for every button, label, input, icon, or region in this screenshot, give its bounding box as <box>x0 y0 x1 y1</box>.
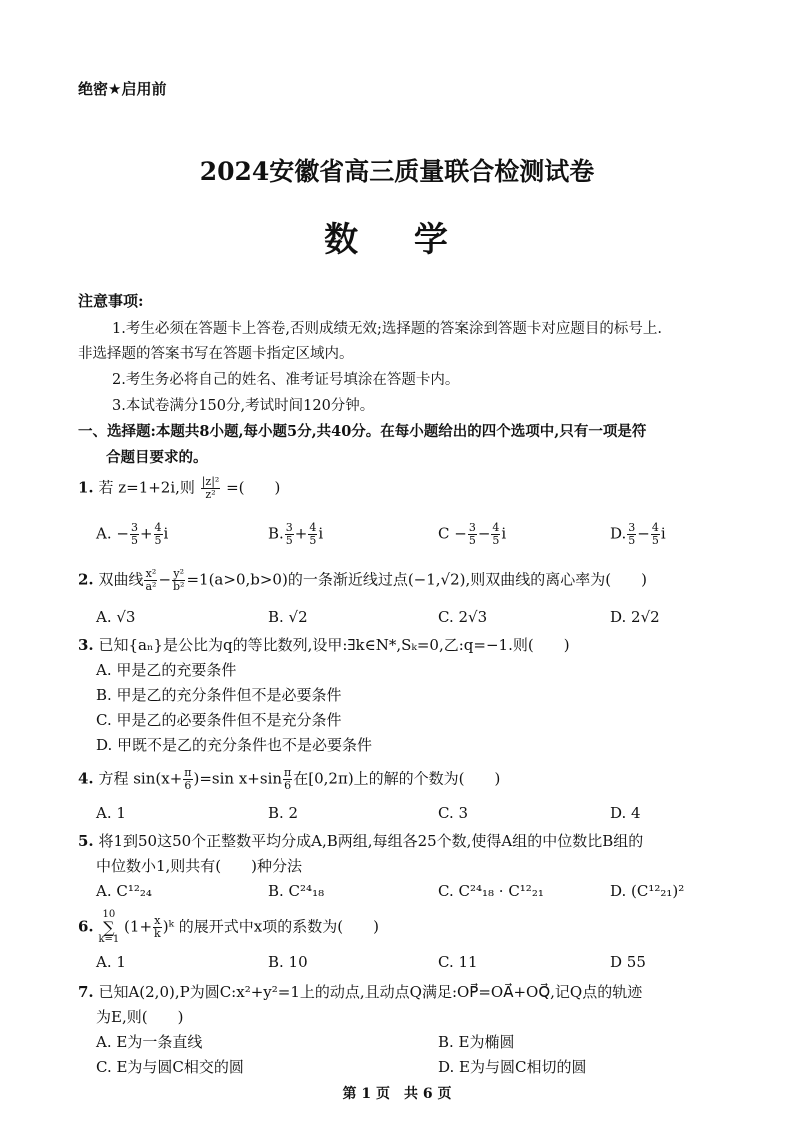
numerator: |z|² <box>201 475 220 488</box>
fraction <box>468 522 477 547</box>
fraction <box>172 568 185 593</box>
question-stem-end: =1(a>0,b>0)的一条渐近线过点(−1,√2),则双曲线的离心率为( ) <box>186 570 647 589</box>
option-d <box>610 522 666 547</box>
question-number: 6. <box>78 917 94 936</box>
exam-title: 2024安徽省高三质量联合检测试卷 <box>199 157 595 186</box>
expression-end: )ᵏ <box>162 917 175 936</box>
section-heading-line1: 一、选择题:本题共8小题,每小题5分,共40分。在每小题给出的四个选项中,只有一项是符 <box>78 423 647 440</box>
summation <box>98 910 119 945</box>
numerator: 4 <box>309 521 317 534</box>
option-a: A. E为一条直线 <box>96 1033 203 1051</box>
numerator: 4 <box>492 521 500 534</box>
operator: + <box>294 524 308 543</box>
option-label: D. <box>610 524 627 543</box>
question-stem: 将1到50这50个正整数平均分成A,B两组,每组各25个数,使得A组的中位数比B组的 <box>98 832 644 850</box>
numerator: x² <box>145 567 157 580</box>
option-b: B. 甲是乙的充分条件但不是必要条件 <box>96 686 342 704</box>
fraction <box>154 522 163 547</box>
question-stem-end: =( ) <box>226 478 281 497</box>
denominator: k <box>154 927 161 940</box>
fraction <box>201 476 221 501</box>
denominator: 5 <box>130 534 138 547</box>
question-5-line2: 中位数小1,则共有( )种分法 <box>96 857 303 875</box>
numerator: π <box>284 766 292 779</box>
imaginary-unit: i <box>660 524 666 543</box>
denominator: 5 <box>309 534 317 547</box>
question-stem-end: 在[0,2π)上的解的个数为( ) <box>293 769 501 788</box>
question-7-line2: 为E,则( ) <box>96 1008 184 1026</box>
option-d: D. 4 <box>610 804 641 822</box>
numerator: 3 <box>285 521 293 534</box>
denominator: 5 <box>154 534 162 547</box>
question-stem: 双曲线 <box>98 570 144 589</box>
imaginary-unit: i <box>318 524 324 543</box>
question-number: 3. <box>78 636 94 654</box>
option-b: B. 2 <box>268 804 299 822</box>
option-label: B. <box>268 524 284 543</box>
question-2 <box>78 568 647 593</box>
question-number: 2. <box>78 570 94 589</box>
option-label: C − <box>438 524 467 543</box>
denominator: a² <box>145 580 157 593</box>
option-a: A. 甲是乙的充要条件 <box>96 661 237 679</box>
question-stem: 方程 sin(x+ <box>98 769 183 788</box>
fraction <box>491 522 500 547</box>
numerator: y² <box>173 567 185 580</box>
page-footer: 第 1 页 共 6 页 <box>342 1086 452 1102</box>
option-a: A. 1 <box>96 804 126 822</box>
operator: + <box>139 524 153 543</box>
denominator: z² <box>205 488 216 501</box>
operator: − <box>637 524 650 543</box>
question-1 <box>78 476 280 501</box>
fraction <box>153 915 162 940</box>
option-d: D. 2√2 <box>610 608 660 626</box>
question-number: 1. <box>78 478 94 497</box>
option-b: B. E为椭圆 <box>438 1033 515 1051</box>
sum-lower-limit: k=1 <box>98 934 120 945</box>
fraction <box>308 522 317 547</box>
question-7 <box>78 981 642 1002</box>
question-stem: 的展开式中x项的系数为( ) <box>178 917 379 936</box>
notes-heading: 注意事项: <box>78 292 144 310</box>
operator: − <box>477 524 491 543</box>
denominator: 5 <box>285 534 293 547</box>
fraction <box>144 568 157 593</box>
imaginary-unit: i <box>501 524 507 543</box>
option-c: C. 2√3 <box>438 608 488 626</box>
option-d: D 55 <box>610 953 646 971</box>
option-a: A. √3 <box>96 608 136 626</box>
question-5 <box>78 830 643 851</box>
denominator: 5 <box>651 534 659 547</box>
option-b: B. 10 <box>268 953 308 971</box>
option-c: C. 甲是乙的必要条件但不是充分条件 <box>96 711 342 729</box>
question-4 <box>78 767 500 792</box>
fraction <box>183 767 192 792</box>
question-6 <box>78 910 379 945</box>
expression: (1+ <box>124 917 153 936</box>
option-b: B. C²⁴₁₈ <box>268 882 325 900</box>
option-d: D. E为与圆C相切的圆 <box>438 1058 587 1076</box>
question-stem: 已知{aₙ}是公比为q的等比数列,设甲:∃k∈N*,Sₖ=0,乙:q=−1.则( ) <box>98 636 570 654</box>
imaginary-unit: i <box>163 524 169 543</box>
note-2: 2.考生务必将自己的姓名、准考证号填涂在答题卡内。 <box>112 372 460 388</box>
fraction <box>283 767 292 792</box>
denominator: 5 <box>468 534 476 547</box>
question-stem: 若 z=1+2i,则 <box>98 478 195 497</box>
option-c <box>438 522 506 547</box>
numerator: π <box>184 766 192 779</box>
confidential-label: 绝密★启用前 <box>78 80 167 98</box>
fraction <box>285 522 294 547</box>
option-c: C. 11 <box>438 953 478 971</box>
option-c: C. C²⁴₁₈ · C¹²₂₁ <box>438 882 544 900</box>
numerator: 3 <box>628 521 636 534</box>
option-d: D. (C¹²₂₁)² <box>610 882 685 900</box>
fraction <box>651 522 660 547</box>
option-d: D. 甲既不是乙的充分条件也不是必要条件 <box>96 736 373 754</box>
numerator: 4 <box>154 521 162 534</box>
denominator: 5 <box>628 534 636 547</box>
option-label: A. − <box>96 524 129 543</box>
question-number: 5. <box>78 832 94 850</box>
question-3 <box>78 634 570 655</box>
option-b <box>268 522 323 547</box>
option-c: C. 3 <box>438 804 469 822</box>
sum-symbol: ∑ <box>103 918 115 937</box>
option-c: C. E为与圆C相交的圆 <box>96 1058 244 1076</box>
denominator: 5 <box>492 534 500 547</box>
option-a: A. C¹²₂₄ <box>96 882 152 900</box>
option-b: B. √2 <box>268 608 308 626</box>
numerator: 3 <box>468 521 476 534</box>
numerator: 4 <box>651 521 659 534</box>
denominator: 6 <box>284 779 292 792</box>
option-a <box>96 522 168 547</box>
note-3: 3.本试卷满分150分,考试时间120分钟。 <box>112 398 375 414</box>
note-1a: 1.考生必须在答题卡上答卷,否则成绩无效;选择题的答案涂到答题卡对应题目的标号上. <box>112 321 662 337</box>
numerator: 3 <box>130 521 138 534</box>
sum-upper-limit: 10 <box>102 909 116 920</box>
subject-title: 数 学 <box>324 220 470 260</box>
note-1b: 非选择题的答案书写在答题卡指定区域内。 <box>78 346 354 362</box>
section-heading-line2: 合题目要求的。 <box>106 449 208 466</box>
option-a: A. 1 <box>96 953 126 971</box>
question-number: 7. <box>78 983 94 1001</box>
denominator: 6 <box>184 779 192 792</box>
operator: − <box>158 570 172 589</box>
fraction <box>130 522 139 547</box>
numerator: x <box>154 914 161 927</box>
question-stem: 已知A(2,0),P为圆C:x²+y²=1上的动点,且动点Q满足:OP⃗=OA⃗+OQ⃗,记Q点的轨迹 <box>98 983 643 1001</box>
question-stem-mid: )=sin x+sin <box>193 769 283 788</box>
denominator: b² <box>173 580 185 593</box>
fraction <box>627 522 636 547</box>
question-number: 4. <box>78 769 94 788</box>
